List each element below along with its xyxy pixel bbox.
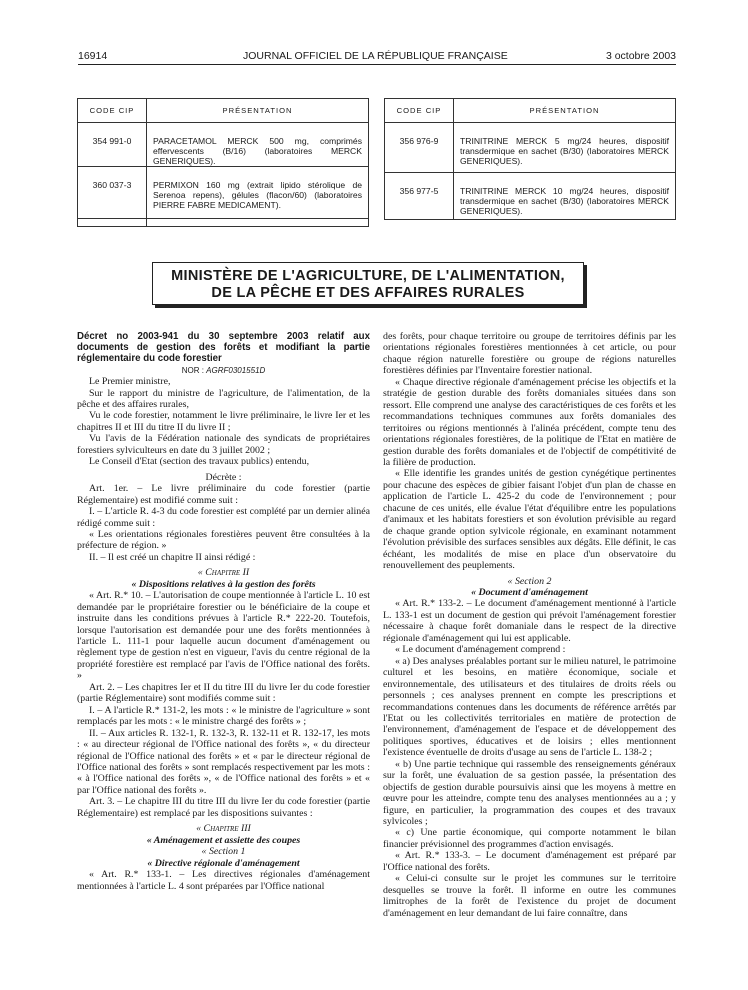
ministry-banner — [152, 262, 584, 305]
paragraph: Le Premier ministre, — [89, 376, 171, 388]
section-heading: « Section 1 — [201, 846, 246, 858]
table-row — [78, 167, 369, 219]
paragraph: Le Conseil d'Etat (section des travaux publics) entendu, — [89, 456, 310, 468]
paragraph: I. – L'article R. 4-3 du code forestier est complété par un dernier alinéa rédigé comme suit : — [77, 506, 370, 529]
cip-code: 360 037-3 — [78, 167, 147, 219]
table-row — [78, 123, 369, 167]
paragraph: « c) Une partie économique, qui comporte notamment le bilan financier prévisionnel des programmes d'action envisagés. — [383, 827, 676, 850]
presentation-text: PARACETAMOL MERCK 500 mg, comprimés effervescents (B/16) (laboratoires MERCK GENERIQUES). — [147, 123, 369, 167]
paragraph: « a) Des analyses préalables portant sur le milieu naturel, le patrimoine culturel et les besoins, en matière économique, sociale et environnementale, des utilisateurs et des titulaires de droits réels ou personnels ; ces analyses prennent en compte les prescriptions et recommandations contenues dans les documents de référence arrêtés par l'Etat ou les collectivités territoriales en matière de protection de l'environnement, d'aménagement de l'espace et de développement des politiques sportives, éducatives et de loisirs ; elles mentionnent l'existence éventuelle de droits d'usage au sens de l'article L. 138-2 ; — [383, 655, 676, 759]
cip-table-left — [77, 98, 369, 227]
table-row — [385, 123, 676, 173]
chapter-title: « Dispositions relatives à la gestion des forêts — [131, 578, 316, 590]
article-paragraph: Art. 3. – Le chapitre III du titre III du livre Ier du code forestier (partie Réglementaire) est remplacé par les dispositions suivantes : — [77, 796, 370, 819]
article-paragraph: « Art. R.* 133-3. – Le document d'aménagement est préparé par l'Office national des forêts. — [383, 850, 676, 873]
paragraph: « Chaque directive régionale d'aménagement précise les objectifs et la stratégie de gestion durable des forêts domaniales situées dans son ressort. Elle comprend une analyse des caractéristiques de ces forêts et les recommandations techniques communes aux forêts domaniales des territoires ou régions mentionnés à l'alinéa précédent, compte tenu des orientations régionales forestières, de la politique de l'Etat en matière de gestion durable des forêts domaniales et de l'objectif de compétitivité de la filière de production. — [383, 376, 676, 468]
presentation-text: TRINITRINE MERCK 10 mg/24 heures, dispositif transdermique en sachet (B/30) (laboratoires MERCK GENERIQUES). — [454, 173, 676, 220]
text-column-left — [77, 331, 370, 892]
section-heading: « Section 2 — [507, 575, 552, 587]
page-header — [78, 50, 676, 64]
column-header-code: CODE CIP — [78, 99, 147, 123]
cip-code: 354 991-0 — [78, 123, 147, 167]
cip-code: 356 976-9 — [385, 123, 454, 173]
journal-title: JOURNAL OFFICIEL DE LA RÉPUBLIQUE FRANÇAISE — [243, 50, 508, 62]
cip-code: 356 977-5 — [385, 173, 454, 220]
paragraph: des forêts, pour chaque territoire ou groupe de territoires définis par les orientations régionales forestières mentionnées à cet article, ou pour chaque région naturelle forestière ou groupe de régions naturelles forestières définies par l'Inventaire forestier national. — [383, 331, 676, 377]
chapter-title: « Aménagement et assiette des coupes — [146, 834, 301, 846]
decree-title: Décret no 2003-941 du 30 septembre 2003 relatif aux documents de gestion des forêts et modifiant la partie réglementaire du code forestier — [77, 331, 370, 365]
nor-value: AGRF0301551D — [206, 365, 266, 375]
section-title: « Document d'aménagement — [471, 586, 588, 598]
paragraph: II. – Aux articles R. 132-1, R. 132-3, R. 132-11 et R. 132-17, les mots : « au directeur régional de l'Office national des forêts », « du directeur régional de l'Office national des forêts » et « par le directeur régional de l'Office national des forêts » sont remplacés respectivement par les mots : « à l'Office national des forêts », « de l'Office national des forêts » et « par l'Office national des forêts ». — [77, 727, 370, 796]
presentation-text: PERMIXON 160 mg (extrait lipido stérolique de Serenoa repens), gélules (flacon/60) (laboratoires PIERRE FABRE MEDICAMENT). — [147, 167, 369, 219]
column-header-code: CODE CIP — [385, 99, 454, 123]
article-paragraph: « Art. R.* 10. – L'autorisation de coupe mentionnée à l'article L. 10 est demandée par le propriétaire forestier ou le bénéficiaire de la coupe et instruite dans les conditions prévues à l'article R.* 222-20. Toutefois, lorsque l'autorisation est demandée pour une des forêts mentionnées à l'article L. 111-1 pour laquelle aucun document d'aménagement ou règlement type de gestion n'est en vigueur, l'avis du centre régional de la propriété forestière est remplacé par l'avis de l'Office national des forêts. » — [77, 590, 370, 682]
paragraph: « Le document d'aménagement comprend : — [395, 644, 566, 656]
paragraph: « Celui-ci consulte sur le projet les communes sur le territoire desquelles se trouve la forêt. Il informe en outre les communes limitrophes de la forêt de l'existence du projet de document d'aménagement en leur demandant de lui faire connaître, dans — [383, 873, 676, 919]
table-row — [385, 173, 676, 220]
ministry-line-1: MINISTÈRE DE L'AGRICULTURE, DE L'ALIMENTATION, — [171, 268, 565, 284]
text-column-right — [383, 331, 676, 919]
article-paragraph: Art. 2. – Les chapitres Ier et II du titre III du livre Ier du code forestier (partie Réglementaire) sont modifiés comme suit : — [77, 681, 370, 705]
section-title: « Directive régionale d'aménagement — [147, 857, 300, 869]
paragraph: Sur le rapport du ministre de l'agriculture, de l'alimentation, de la pêche et des affaires rurales, — [77, 387, 370, 410]
nor-label: NOR : — [181, 365, 204, 375]
decrete-heading: Décrète : — [205, 471, 242, 483]
page-number: 16914 — [78, 50, 108, 62]
article-paragraph: Art. 1er. – Le livre préliminaire du code forestier (partie Réglementaire) est modifié comme suit : — [77, 483, 370, 506]
article-paragraph: « Art. R.* 133-1. – Les directives régionales d'aménagement mentionnées à l'article L. 4 sont préparées par l'Office national — [77, 869, 370, 892]
issue-date: 3 octobre 2003 — [605, 50, 676, 62]
column-header-presentation: PRÉSENTATION — [454, 99, 676, 123]
cip-table-right — [384, 98, 676, 220]
paragraph: Vu l'avis de la Fédération nationale des syndicats de propriétaires forestiers sylviculteurs en date du 3 juillet 2002 ; — [77, 433, 370, 456]
chapter-heading: « Chapitre II — [197, 567, 250, 579]
nor-reference — [77, 365, 370, 376]
paragraph: « Elle identifie les grandes unités de gestion cynégétique pertinentes pour chacune des espèces de gibier faisant l'objet d'un plan de chasse en application de l'article L. 425-2 du code de l'environnement ; pour chacune de ces unités, elle évalue l'état d'équilibre entre les populations d'animaux et les habitats forestiers et son évolution prévisible au regard de chaque grande option sylvicole régionale, en examinant notamment l'évolution prévisible des surfaces sensibles aux dégâts. Elle définit, le cas échéant, les modalités de mise en place d'un observatoire du renouvellement des peuplements. — [383, 468, 676, 572]
article-paragraph: « Art. R.* 133-2. – Le document d'aménagement mentionné à l'article L. 133-1 est un document de gestion qui prévoit l'aménagement forestier nécessaire à chaque forêt domaniale dans le respect de la directive régionale d'aménagement qui lui est applicable. — [383, 598, 676, 644]
paragraph: I. – A l'article R.* 131-2, les mots : « le ministre de l'agriculture » sont remplacés par les mots : « le ministre chargé des forêts » ; — [77, 704, 370, 728]
paragraph: « b) Une partie technique qui rassemble des renseignements généraux sur la forêt, une évaluation de sa gestion passée, la présentation des objectifs de gestion durable poursuivis ainsi que les moyens à mettre en œuvre pour les atteindre, compte tenu des analyses mentionnées au a ; y figure, en particulier, la programmation des coupes et des travaux sylvicoles ; — [383, 758, 676, 828]
presentation-text: TRINITRINE MERCK 5 mg/24 heures, dispositif transdermique en sachet (B/30) (laboratoires MERCK GENERIQUES). — [454, 123, 676, 173]
ministry-line-2: DE LA PÊCHE ET DES AFFAIRES RURALES — [211, 285, 525, 301]
paragraph: « Les orientations régionales forestières peuvent être consultées à la préfecture de région. » — [77, 528, 370, 552]
paragraph: Vu le code forestier, notamment le livre préliminaire, le livre Ier et les chapitres II et III du titre II du livre II ; — [77, 410, 370, 433]
paragraph: II. – Il est créé un chapitre II ainsi rédigé : — [89, 551, 256, 563]
chapter-heading: « Chapitre III — [196, 823, 251, 835]
header-rule — [78, 64, 676, 65]
column-header-presentation: PRÉSENTATION — [147, 99, 369, 123]
